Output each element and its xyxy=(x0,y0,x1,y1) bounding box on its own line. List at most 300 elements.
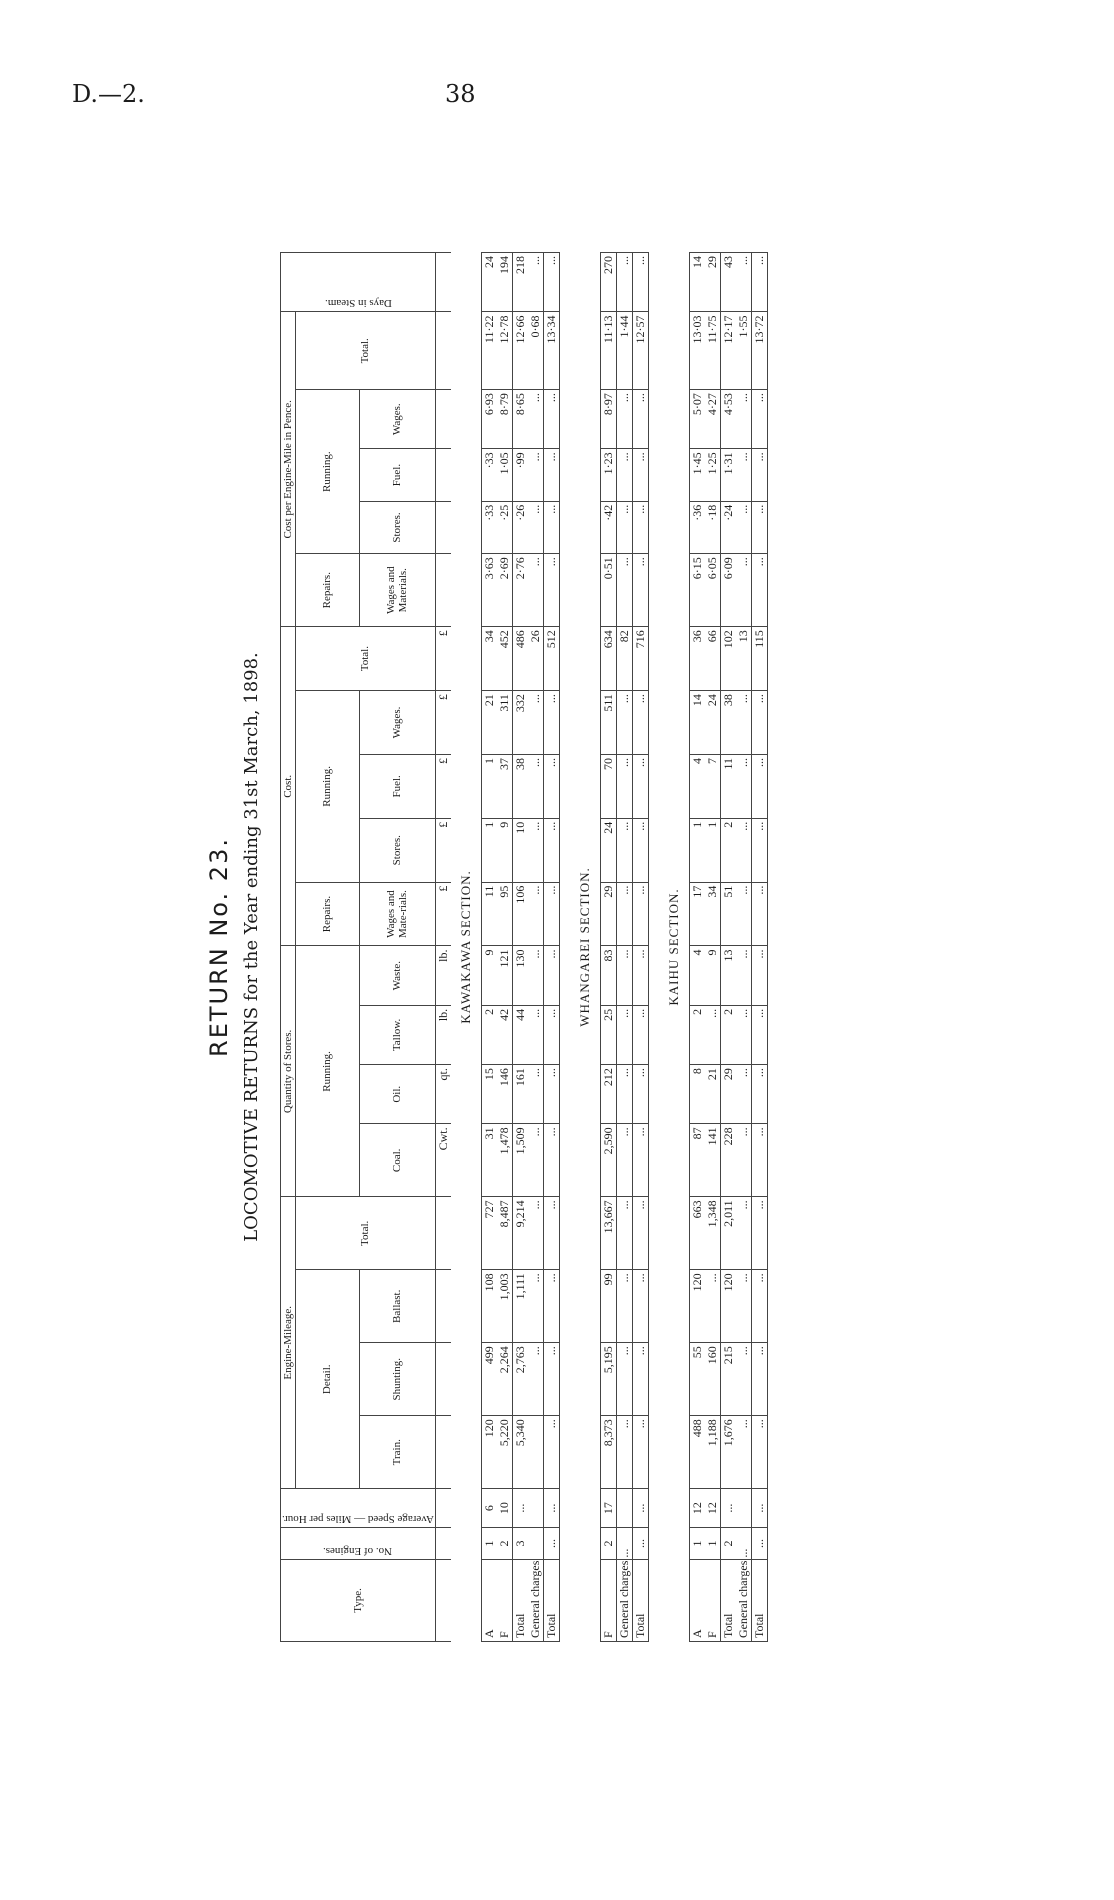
table-cell: 727 xyxy=(481,1197,497,1270)
table-cell: 17 xyxy=(689,882,705,946)
return-title: RETURN No. 23. xyxy=(205,837,233,1057)
table-cell: ... xyxy=(705,1005,721,1064)
table-cell: 7 xyxy=(705,754,721,818)
table-cell: 25 xyxy=(600,1005,616,1064)
section-title: WHANGAREI SECTION. xyxy=(576,867,592,1027)
table-cell: ... xyxy=(736,818,752,882)
table-cell: £ xyxy=(435,818,451,882)
table-cell: 120 xyxy=(720,1270,736,1343)
table-cell: ... xyxy=(616,390,632,449)
table-cell: £ xyxy=(435,691,451,755)
table-cell: ... xyxy=(736,1197,752,1270)
table-cell: 1 xyxy=(481,1527,497,1559)
cpm-wages-header: Wages. xyxy=(359,390,435,449)
table-cell: 14 xyxy=(689,253,705,313)
table-cell: ... xyxy=(632,1416,648,1489)
table-cell: ... xyxy=(751,946,767,1005)
table-cell: 13 xyxy=(720,946,736,1005)
no-engines-header: No. of Engines. xyxy=(281,1527,436,1559)
cost-stores-header: Stores. xyxy=(359,818,435,882)
table-cell: ... xyxy=(616,449,632,501)
table-cell: ... xyxy=(616,754,632,818)
cost-header: Cost. xyxy=(281,627,296,946)
table-cell: 1 xyxy=(481,754,497,818)
table-cell: 146 xyxy=(497,1065,513,1124)
grand-total-row xyxy=(751,253,767,1642)
table-cell: 120 xyxy=(689,1270,705,1343)
table-cell: 1 xyxy=(689,818,705,882)
table-cell: General charges ... xyxy=(616,1559,632,1641)
table-cell: 5,340 xyxy=(512,1416,528,1489)
table-cell: 486 xyxy=(512,627,528,691)
table-cell xyxy=(435,1489,451,1528)
table-cell: 1·05 xyxy=(497,449,513,501)
table-cell: 13·72 xyxy=(751,312,767,390)
table-row xyxy=(705,253,721,1642)
oil-header: Oil. xyxy=(359,1065,435,1124)
cpm-fuel-header: Fuel. xyxy=(359,449,435,501)
avg-speed-header: Average Speed — Miles per Hour. xyxy=(281,1489,436,1528)
table-cell: ... xyxy=(528,1124,544,1197)
table-cell: ... xyxy=(632,754,648,818)
table-cell: ... xyxy=(543,1197,559,1270)
table-cell: 2,264 xyxy=(497,1343,513,1416)
page-header-ref: D.—2. xyxy=(72,80,145,108)
table-cell: 2 xyxy=(720,1005,736,1064)
table-cell: 55 xyxy=(689,1343,705,1416)
table-cell: 106 xyxy=(512,882,528,946)
cost-total-header: Total. xyxy=(296,627,436,691)
table-cell: ... xyxy=(528,691,544,755)
table-cell: ... xyxy=(632,554,648,627)
table-cell xyxy=(435,554,451,627)
table-cell: ... xyxy=(720,1489,736,1528)
table-cell: ... xyxy=(632,501,648,553)
table-cell: ... xyxy=(543,946,559,1005)
table-cell: 215 xyxy=(720,1343,736,1416)
table-cell: 8,487 xyxy=(497,1197,513,1270)
table-cell: 29 xyxy=(720,1065,736,1124)
table-cell: ·33 xyxy=(481,449,497,501)
section-title: KAWAKAWA SECTION. xyxy=(457,870,473,1024)
table-cell: ... xyxy=(543,1065,559,1124)
table-cell: 1,188 xyxy=(705,1416,721,1489)
table-cell: 6·15 xyxy=(689,554,705,627)
table-cell: ... xyxy=(543,882,559,946)
table-cell: 66 xyxy=(705,627,721,691)
table-cell: 13 xyxy=(736,627,752,691)
quantity-stores-header: Quantity of Stores. xyxy=(281,946,296,1197)
table-cell: 634 xyxy=(600,627,616,691)
section-title: KAIHU SECTION. xyxy=(665,888,681,1006)
table-cell: ... xyxy=(528,554,544,627)
table-cell: ... xyxy=(512,1489,528,1528)
table-cell: ... xyxy=(736,946,752,1005)
table-cell: 83 xyxy=(600,946,616,1005)
table-cell: ... xyxy=(736,1005,752,1064)
total-row xyxy=(720,253,736,1642)
table-cell: 12·17 xyxy=(720,312,736,390)
table-cell: 6·93 xyxy=(481,390,497,449)
table-cell: 43 xyxy=(720,253,736,313)
table-cell: 95 xyxy=(497,882,513,946)
table-cell: ... xyxy=(751,1416,767,1489)
table-cell: Total xyxy=(751,1559,767,1641)
ballast-header: Ballast. xyxy=(359,1270,435,1343)
table-cell: 270 xyxy=(600,253,616,313)
section-gap xyxy=(648,253,659,1642)
table-cell: ... xyxy=(543,390,559,449)
table-cell: General charges ... xyxy=(736,1559,752,1641)
table-cell: ... xyxy=(543,1416,559,1489)
table-cell: ... xyxy=(616,1270,632,1343)
table-cell: ... xyxy=(632,946,648,1005)
table-cell: ·33 xyxy=(481,501,497,553)
table-cell: 161 xyxy=(512,1065,528,1124)
table-cell: ... xyxy=(736,882,752,946)
table-cell: ... xyxy=(751,253,767,313)
table-cell: ... xyxy=(751,1005,767,1064)
table-cell: 121 xyxy=(497,946,513,1005)
cost-running-header: Running. xyxy=(296,691,360,883)
table-cell: ... xyxy=(528,818,544,882)
table-cell: ... xyxy=(616,818,632,882)
table-cell: 38 xyxy=(512,754,528,818)
table-cell: 21 xyxy=(481,691,497,755)
table-cell: ... xyxy=(616,253,632,313)
table-cell: 120 xyxy=(481,1416,497,1489)
table-cell: ... xyxy=(751,1270,767,1343)
table-cell: 6 xyxy=(481,1489,497,1528)
table-cell: 70 xyxy=(600,754,616,818)
table-cell: General charges xyxy=(528,1559,544,1641)
table-cell: ... xyxy=(632,1005,648,1064)
table-cell: ... xyxy=(543,1270,559,1343)
table-cell: ... xyxy=(616,691,632,755)
table-cell: 1,003 xyxy=(497,1270,513,1343)
section-heading-row xyxy=(659,253,690,1642)
table-cell: ·42 xyxy=(600,501,616,553)
table-cell: ... xyxy=(543,1489,559,1528)
table-cell: 2 xyxy=(720,818,736,882)
table-cell: ... xyxy=(751,1489,767,1528)
table-cell: 1,111 xyxy=(512,1270,528,1343)
table-cell: ... xyxy=(632,691,648,755)
section-heading-row xyxy=(451,253,482,1642)
table-cell: 82 xyxy=(616,627,632,691)
table-cell: ... xyxy=(543,449,559,501)
table-cell: ... xyxy=(751,449,767,501)
table-cell: 11·75 xyxy=(705,312,721,390)
table-cell: 716 xyxy=(632,627,648,691)
table-cell: ... xyxy=(736,501,752,553)
table-row xyxy=(497,253,513,1642)
table-cell: ... xyxy=(632,1197,648,1270)
table-cell: ... xyxy=(528,946,544,1005)
table-cell: 2 xyxy=(720,1527,736,1559)
table-cell: 1·45 xyxy=(689,449,705,501)
table-cell: 2 xyxy=(689,1005,705,1064)
table-cell: 3 xyxy=(512,1527,528,1559)
table-cell xyxy=(528,1527,544,1559)
table-cell: 663 xyxy=(689,1197,705,1270)
table-cell: 1,509 xyxy=(512,1124,528,1197)
table-cell: 5,195 xyxy=(600,1343,616,1416)
table-cell: 51 xyxy=(720,882,736,946)
table-cell: 4 xyxy=(689,754,705,818)
table-cell: qt. xyxy=(435,1065,451,1124)
table-cell: ... xyxy=(751,1197,767,1270)
total-row xyxy=(528,253,544,1642)
table-cell: 13,667 xyxy=(600,1197,616,1270)
table-cell: ... xyxy=(528,449,544,501)
table-cell: £ xyxy=(435,882,451,946)
type-header: Type. xyxy=(281,1559,436,1641)
locomotive-returns-table xyxy=(280,252,778,1642)
table-cell xyxy=(435,1197,451,1270)
table-cell: ... xyxy=(543,691,559,755)
table-cell: 4·27 xyxy=(705,390,721,449)
table-cell xyxy=(435,390,451,449)
table-cell: 2 xyxy=(600,1527,616,1559)
table-cell: 228 xyxy=(720,1124,736,1197)
table-cell: ... xyxy=(632,253,648,313)
cpm-running-header: Running. xyxy=(296,390,360,554)
table-row xyxy=(600,253,616,1642)
table-cell: 13·03 xyxy=(689,312,705,390)
table-cell: ... xyxy=(543,554,559,627)
table-cell xyxy=(435,1343,451,1416)
table-cell: 11 xyxy=(720,754,736,818)
table-cell: 12·66 xyxy=(512,312,528,390)
table-cell: ... xyxy=(616,1005,632,1064)
table-cell xyxy=(435,1527,451,1559)
gap-cell xyxy=(648,253,659,1642)
table-cell: 11·22 xyxy=(481,312,497,390)
table-cell: lb. xyxy=(435,946,451,1005)
table-cell: £ xyxy=(435,627,451,691)
table-cell: ... xyxy=(616,1416,632,1489)
table-cell: 511 xyxy=(600,691,616,755)
table-cell: 1·23 xyxy=(600,449,616,501)
table-cell: 1 xyxy=(705,1527,721,1559)
table-cell: 2 xyxy=(497,1527,513,1559)
table-row xyxy=(481,253,497,1642)
table-cell: 488 xyxy=(689,1416,705,1489)
table-cell: 1·31 xyxy=(720,449,736,501)
table-cell: ... xyxy=(751,501,767,553)
table-cell: Total xyxy=(543,1559,559,1641)
detail-header: Detail. xyxy=(296,1270,360,1489)
table-cell: 194 xyxy=(497,253,513,313)
table-cell: ... xyxy=(736,1065,752,1124)
table-cell xyxy=(435,449,451,501)
table-cell: ... xyxy=(528,1005,544,1064)
table-cell: ... xyxy=(632,818,648,882)
table-cell: ... xyxy=(751,754,767,818)
table-cell: ... xyxy=(736,754,752,818)
table-cell: 15 xyxy=(481,1065,497,1124)
table-cell: 2·69 xyxy=(497,554,513,627)
table-cell xyxy=(528,1416,544,1489)
table-cell: 5·07 xyxy=(689,390,705,449)
table-cell: ... xyxy=(543,1343,559,1416)
table-cell: ·24 xyxy=(720,501,736,553)
table-cell xyxy=(528,1489,544,1528)
table-cell: ... xyxy=(632,1527,648,1559)
table-cell: ... xyxy=(632,390,648,449)
table-cell xyxy=(435,1559,451,1641)
table-cell: 99 xyxy=(600,1270,616,1343)
table-cell: ... xyxy=(528,390,544,449)
table-cell: Total xyxy=(632,1559,648,1641)
table-cell: ... xyxy=(632,449,648,501)
table-cell: 9 xyxy=(705,946,721,1005)
table-cell: ... xyxy=(543,754,559,818)
table-cell: 13·34 xyxy=(543,312,559,390)
table-cell: 130 xyxy=(512,946,528,1005)
return-subtitle: LOCOMOTIVE RETURNS for the Year ending 31st March, 1898. xyxy=(241,652,262,1242)
table-cell: 102 xyxy=(720,627,736,691)
stores-running-header: Running. xyxy=(296,946,360,1197)
table-cell: 8·79 xyxy=(497,390,513,449)
table-cell: 29 xyxy=(600,882,616,946)
table-cell: ... xyxy=(528,1343,544,1416)
table-cell: 36 xyxy=(689,627,705,691)
grand-total-row xyxy=(543,253,559,1642)
table-cell: ·36 xyxy=(689,501,705,553)
table-cell: ... xyxy=(616,501,632,553)
table-cell: 1·25 xyxy=(705,449,721,501)
table-cell: 21 xyxy=(705,1065,721,1124)
table-cell: 212 xyxy=(600,1065,616,1124)
days-in-steam-header: Days in Steam. xyxy=(281,253,436,313)
table-cell: 141 xyxy=(705,1124,721,1197)
table-cell: ... xyxy=(736,390,752,449)
table-cell: ... xyxy=(751,882,767,946)
table-cell: 44 xyxy=(512,1005,528,1064)
table-cell: 17 xyxy=(600,1489,616,1528)
table-cell: 9 xyxy=(481,946,497,1005)
table-cell: 8,373 xyxy=(600,1416,616,1489)
cost-fuel-header: Fuel. xyxy=(359,754,435,818)
rotated-return-table xyxy=(205,252,985,1642)
total-row xyxy=(512,253,528,1642)
tallow-header: Tallow. xyxy=(359,1005,435,1064)
table-cell: 311 xyxy=(497,691,513,755)
table-cell: ... xyxy=(616,946,632,1005)
table-cell: ... xyxy=(632,1489,648,1528)
table-cell: ... xyxy=(736,1270,752,1343)
table-cell: ... xyxy=(736,253,752,313)
cpm-stores-header: Stores. xyxy=(359,501,435,553)
table-cell: 218 xyxy=(512,253,528,313)
cpm-wages-materials-header: Wages and Materials. xyxy=(359,554,435,627)
table-cell: 1,478 xyxy=(497,1124,513,1197)
table-cell: ... xyxy=(616,1065,632,1124)
table-cell: 12·78 xyxy=(497,312,513,390)
table-cell: 108 xyxy=(481,1270,497,1343)
table-cell: ... xyxy=(632,1343,648,1416)
table-cell: ... xyxy=(528,1065,544,1124)
table-cell: 0·68 xyxy=(528,312,544,390)
table-cell: 24 xyxy=(705,691,721,755)
table-cell: ... xyxy=(632,882,648,946)
table-cell: 332 xyxy=(512,691,528,755)
table-cell: ... xyxy=(528,1197,544,1270)
coal-header: Coal. xyxy=(359,1124,435,1197)
table-cell: 12 xyxy=(705,1489,721,1528)
table-cell: ... xyxy=(751,1343,767,1416)
table-body xyxy=(435,253,778,1642)
table-cell: ... xyxy=(736,449,752,501)
table-cell: ... xyxy=(616,1197,632,1270)
table-cell: 2,590 xyxy=(600,1124,616,1197)
waste-header: Waste. xyxy=(359,946,435,1005)
table-cell: 9,214 xyxy=(512,1197,528,1270)
table-cell: 6·05 xyxy=(705,554,721,627)
cost-per-mile-header: Cost per Engine-Mile in Pence. xyxy=(281,312,296,627)
table-cell: ... xyxy=(632,1270,648,1343)
table-cell: ... xyxy=(616,1343,632,1416)
table-cell xyxy=(435,1416,451,1489)
table-cell: 10 xyxy=(512,818,528,882)
table-cell: ... xyxy=(543,1124,559,1197)
mileage-total-header: Total. xyxy=(296,1197,436,1270)
grand-total-row xyxy=(632,253,648,1642)
cpm-total-header: Total. xyxy=(296,312,436,390)
table-cell: ... xyxy=(543,253,559,313)
table-cell: Total xyxy=(512,1559,528,1641)
table-cell: ... xyxy=(543,1005,559,1064)
table-cell: ... xyxy=(528,882,544,946)
table-cell: 24 xyxy=(600,818,616,882)
table-cell: 1 xyxy=(705,818,721,882)
table-cell: 160 xyxy=(705,1343,721,1416)
table-cell: ... xyxy=(632,1124,648,1197)
table-cell: ... xyxy=(705,1270,721,1343)
table-cell xyxy=(435,501,451,553)
table-cell: 10 xyxy=(497,1489,513,1528)
table-cell: 4·53 xyxy=(720,390,736,449)
table-cell xyxy=(435,1270,451,1343)
section-gap xyxy=(559,253,570,1642)
table-cell: 1 xyxy=(689,1527,705,1559)
table-cell: ... xyxy=(736,691,752,755)
shunting-header: Shunting. xyxy=(359,1343,435,1416)
table-cell: 2,763 xyxy=(512,1343,528,1416)
table-row xyxy=(689,253,705,1642)
table-cell xyxy=(435,253,451,313)
total-row xyxy=(736,253,752,1642)
table-cell: ·26 xyxy=(512,501,528,553)
table-cell: ·18 xyxy=(705,501,721,553)
table-cell: 24 xyxy=(481,253,497,313)
table-cell: Total xyxy=(720,1559,736,1641)
table-cell: 1·44 xyxy=(616,312,632,390)
cost-wages-header: Wages. xyxy=(359,691,435,755)
section-gap xyxy=(767,253,778,1642)
table-cell: 12·57 xyxy=(632,312,648,390)
cpm-repairs-header: Repairs. xyxy=(296,554,360,627)
table-cell xyxy=(736,1489,752,1528)
table-cell: ... xyxy=(736,1343,752,1416)
section-heading-row xyxy=(570,253,601,1642)
table-cell: ... xyxy=(751,1124,767,1197)
table-cell: 452 xyxy=(497,627,513,691)
table-cell: 1·55 xyxy=(736,312,752,390)
table-cell: 8·65 xyxy=(512,390,528,449)
